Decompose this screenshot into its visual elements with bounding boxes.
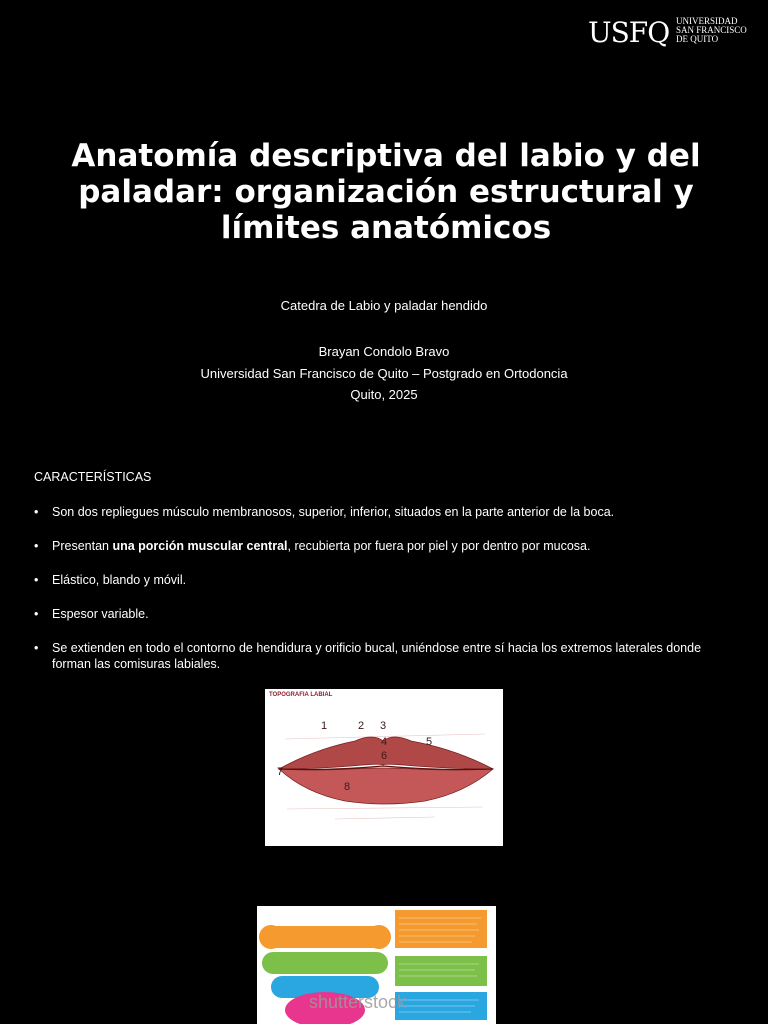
bullet-text-pre: Presentan [52,539,113,553]
bullet-text-post: , recubierta por fuera por piel y por dentro por mucosa. [287,539,591,553]
bullet-text: Espesor variable. [52,607,149,621]
label-2: 2 [358,720,365,732]
subtitle: Catedra de Labio y paladar hendido [280,298,488,313]
page-title: Anatomía descriptiva del labio y del paladar: organización estructural y límites anatómicos [71,138,701,246]
usfq-logo [588,14,754,50]
label-1: 1 [321,720,328,732]
label-8: 8 [344,781,351,793]
bullet-icon: • [34,539,39,553]
label-3: 3 [380,720,387,732]
logo-line-3: DE QUITO [676,34,719,44]
branchial-arches-figure [257,906,496,1024]
characteristics-list [34,504,714,690]
watermark-text: shutterstock [309,992,407,1012]
author-block [0,341,768,406]
bullet-text: Elástico, blando y móvil. [52,573,187,587]
bullet-text: Se extienden en todo el contorno de hendidura y orificio bucal, uniéndose entre sí hacia los extremos laterales donde forman las comisuras labiales. [52,641,702,671]
label-4: 4 [381,736,388,748]
branchial-arches-illustration-icon [257,906,496,1024]
logo-line-2: SAN FRANCISCO [676,25,747,35]
author-name: Brayan Condolo Bravo [318,344,450,359]
bullet-text-bold: una porción muscular central [112,539,288,553]
bullet-text: Son dos repliegues músculo membranosos, superior, inferior, situados en la parte anterior de la boca. [52,505,615,519]
lip-topography-figure [265,689,503,846]
lips-illustration-icon [265,689,503,846]
author-affiliation: Universidad San Francisco de Quito – Postgrado en Ortodoncia [200,365,568,381]
list-item [34,504,714,520]
bullet-icon: • [34,607,39,621]
list-item [34,572,714,588]
figure-label: TOPOGRAFIA LABIAL [269,692,333,698]
list-item [34,640,714,672]
logo-mark: USFQ [588,16,670,49]
label-6: 6 [381,750,388,762]
label-5: 5 [426,736,433,748]
author-place-date: Quito, 2025 [350,387,418,402]
list-item [34,606,714,622]
bullet-icon: • [34,641,39,655]
logo-words [676,17,747,44]
bullet-icon: • [34,573,39,587]
label-7: 7 [277,766,284,778]
logo-line-1: UNIVERSIDAD [676,16,738,26]
list-item [34,538,714,554]
section-heading: CARACTERÍSTICAS [34,470,152,484]
bullet-icon: • [34,505,39,519]
